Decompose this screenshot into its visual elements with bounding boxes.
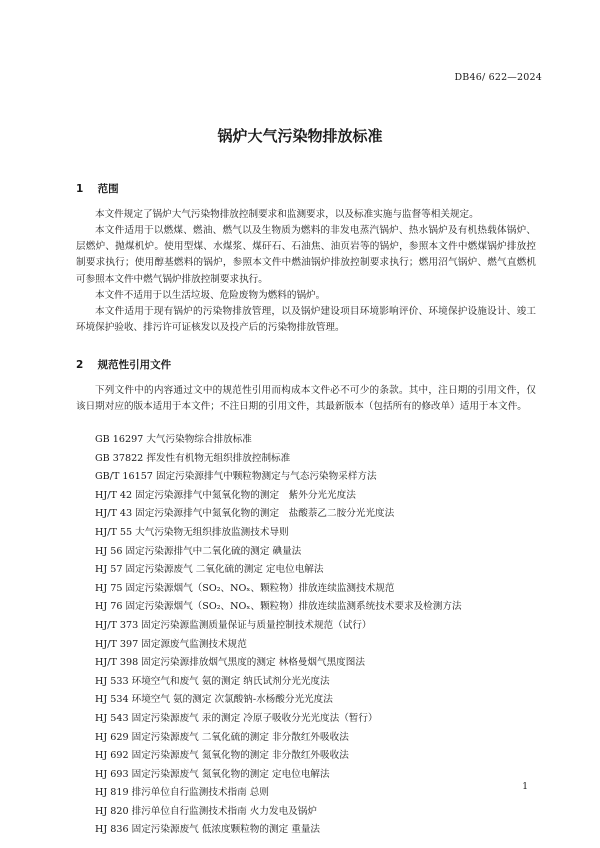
reference-item: HJ 533 环境空气和废气 氨的测定 纳氏试剂分光光度法 — [95, 675, 330, 687]
reference-item: HJ 57 固定污染源废气 二氧化硫的测定 定电位电解法 — [95, 564, 324, 576]
page-number: 1 — [522, 782, 528, 792]
section-title: 范围 — [97, 183, 119, 195]
paragraph: 本文件适用于以燃煤、燃油、燃气以及生物质为燃料的非发电蒸汽锅炉、热水锅炉及有机热载体锅炉、层燃炉、抛煤机炉。使用型煤、水煤浆、煤矸石、石油焦、油页岩等的锅炉，参照本文件中燃煤锅炉排放控制要求执行；使用醇基燃料的锅炉，参照本文件中燃油锅炉排放控制要求执行；燃用沼气锅炉、燃气直燃机可参照本文件中燃气锅炉排放控制要求执行。 — [76, 225, 536, 285]
reference-item: HJ/T 397 固定源废气监测技术规范 — [95, 638, 247, 650]
reference-item: GB 16297 大气污染物综合排放标准 — [95, 434, 252, 445]
reference-item: HJ 56 固定污染源排气中二氧化硫的测定 碘量法 — [95, 545, 302, 557]
reference-item: HJ/T 42 固定污染源排气中氮氧化物的测定 紫外分光光度法 — [95, 489, 356, 501]
paragraph: 本文件适用于现有锅炉的污染物排放管理，以及锅炉建设项目环境影响评价、环境保护设施设计、竣工环境保护验收、排污许可证核发以及投产后的污染物排放管理。 — [76, 306, 536, 334]
reference-item: HJ 75 固定污染源烟气（SO₂、NOₓ、颗粒物）排放连续监测技术规范 — [95, 582, 395, 594]
reference-item: HJ/T 55 大气污染物无组织排放监测技术导则 — [95, 526, 289, 538]
reference-item: HJ 534 环境空气 氨的测定 次氯酸钠-水杨酸分光光度法 — [95, 694, 333, 706]
reference-item: HJ 820 排污单位自行监测技术指南 火力发电及锅炉 — [95, 805, 317, 817]
reference-item: HJ 819 排污单位自行监测技术指南 总则 — [95, 787, 269, 799]
section-heading-normative-references — [76, 357, 171, 372]
reference-list — [95, 431, 462, 840]
reference-item: HJ 543 固定污染源废气 汞的测定 冷原子吸收分光光度法（暂行） — [95, 712, 378, 724]
page-title: 锅炉大气污染物排放标准 — [217, 127, 383, 145]
section-heading-scope — [76, 181, 119, 196]
reference-item: HJ/T 373 固定污染源监测质量保证与质量控制技术规范（试行） — [95, 619, 372, 631]
reference-item: GB 37822 挥发性有机物无组织排放控制标准 — [95, 452, 291, 464]
reference-item: HJ 693 固定污染源废气 氮氧化物的测定 定电位电解法 — [95, 768, 330, 780]
reference-item: HJ 629 固定污染源废气 二氧化硫的测定 非分散红外吸收法 — [95, 731, 349, 743]
section-title: 规范性引用文件 — [97, 359, 172, 371]
reference-item: GB/T 16157 固定污染源排气中颗粒物测定与气态污染物采样方法 — [95, 471, 377, 483]
doc-code: DB46/ 622—2024 — [454, 72, 542, 83]
section-number: 2 — [76, 359, 84, 371]
reference-item: HJ/T 398 固定污染源排放烟气黑度的测定 林格曼烟气黑度图法 — [95, 657, 365, 669]
paragraph: 本文件不适用于以生活垃圾、危险废物为燃料的锅炉。 — [95, 290, 326, 301]
paragraph: 本文件规定了锅炉大气污染物排放控制要求和监测要求，以及标准实施与监督等相关规定。 — [95, 209, 479, 220]
paragraph: 下列文件中的内容通过文中的规范性引用而构成本文件必不可少的条款。其中，注日期的引用文件，仅该日期对应的版本适用于本文件；不注日期的引用文件，其最新版本（包括所有的修改单）适用于本文件。 — [76, 385, 536, 413]
reference-item: HJ/T 43 固定污染源排气中氮氧化物的测定 盐酸萘乙二胺分光光度法 — [95, 508, 395, 520]
reference-item: HJ 836 固定污染源废气 低浓度颗粒物的测定 重量法 — [95, 824, 321, 836]
reference-item: HJ 692 固定污染源废气 氮氧化物的测定 非分散红外吸收法 — [95, 750, 349, 762]
section-number: 1 — [76, 183, 84, 195]
reference-item: HJ 76 固定污染源烟气（SO₂、NOₓ、颗粒物）排放连续监测系统技术要求及检测方法 — [95, 601, 462, 613]
